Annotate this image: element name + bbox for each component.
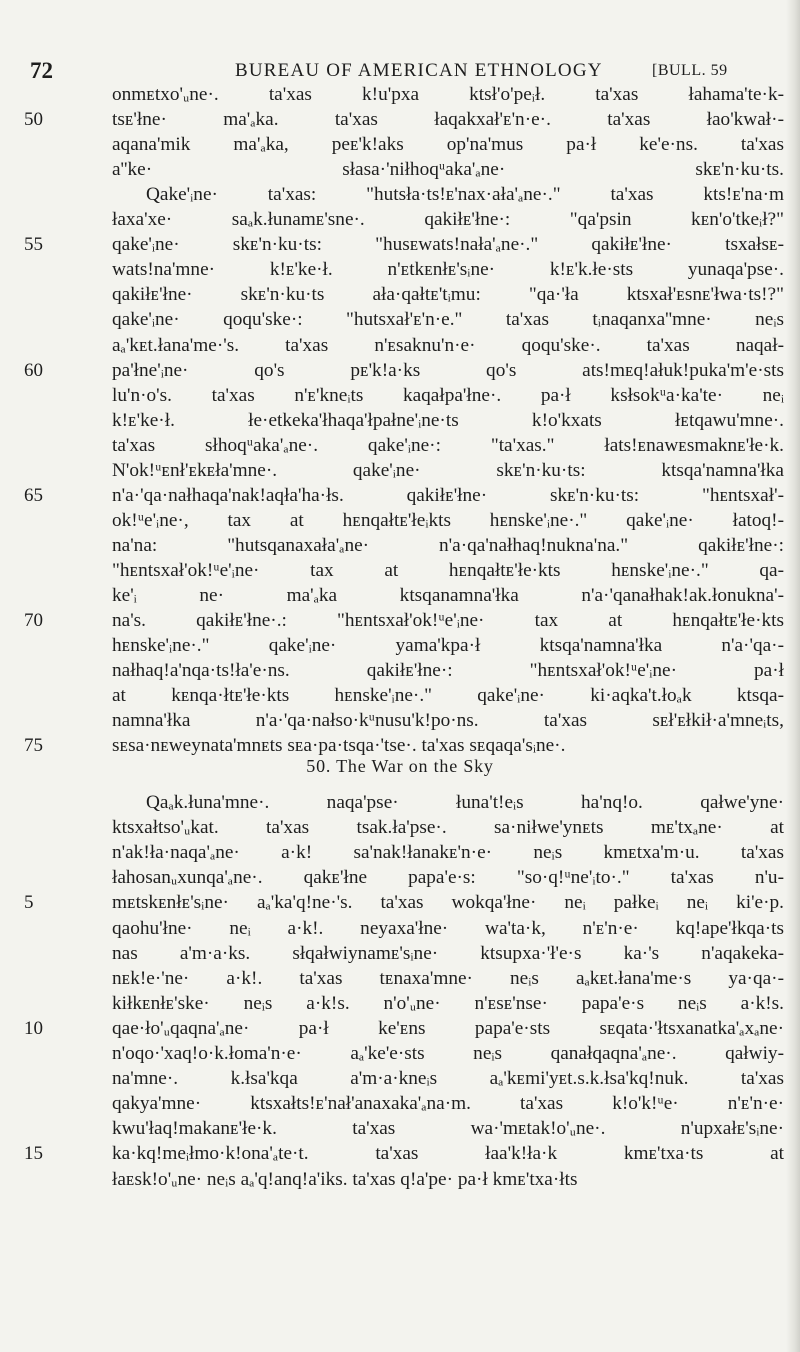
line-text: mᴇtskᴇnłᴇ'sᵢne· aₐ'ka'q!ne·'s. ta'xas wokqa'łne· neᵢ pałkeᵢ neᵢ ki'e·p. (112, 892, 784, 914)
line-number: 50 (24, 109, 43, 131)
page-number: 72 (30, 58, 53, 83)
page-header (30, 58, 770, 84)
line-text: n'ak!ła·naqa'ₐne· a·k! sa'nak!łanakᴇ'n·e· neᵢs kmᴇtxa'm·u. ta'xas (112, 842, 784, 864)
line-text: ok!ᵘe'ᵢne·, tax at hᴇnqałtᴇ'łeᵢkts hᴇnske'ᵢne·." qake'ᵢne· łatoq!- (112, 509, 784, 531)
line-text: k!ᴇ'ke·ł. łe·etkeka'łhaqa'łpałne'ᵢne·ts k!o'kxats łᴇtqawu'mne·. (112, 409, 784, 431)
line-text: łaᴇsk!o'ᵤne· neᵢs aₐ'q!anq!a'iks. ta'xas q!a'pe· pa·ł kmᴇ'txa·łts (112, 1168, 578, 1190)
line-text: ktsxałtso'ᵤkat. ta'xas tsak.ła'pse·. sa·niłwe'ynᴇts mᴇ'txₐne· at (112, 817, 784, 839)
line-text: n'oqo·'xaq!o·k.łoma'n·e· aₐ'ke'e·sts neᵢs qanałqaqna'ₐne·. qałwiy- (112, 1043, 784, 1064)
running-head: BUREAU OF AMERICAN ETHNOLOGY (235, 60, 603, 81)
line-text: sᴇsa·nᴇweynata'mnᴇts sᴇa·pa·tsqa·'tse·. ta'xas sᴇqaqa'sᵢne·. (112, 735, 566, 757)
line-text: N'ok!ᵘᴇnł'ᴇkᴇła'mne·. qake'ᵢne· skᴇ'n·ku·ts: ktsqa'namna'łka (112, 459, 784, 481)
line-text: kiłkᴇnłᴇ'ske· neᵢs a·k!s. n'o'ᵤne· n'ᴇsᴇ'nse· papa'e·s neᵢs a·k!s. (112, 992, 784, 1014)
line-text: kwu'łaq!makanᴇ'łe·k. ta'xas wa·'mᴇtak!o'ᵤne·. n'upxałᴇ'sᵢne· (112, 1118, 784, 1140)
line-text: Qake'ᵢne· ta'xas: "hutsła·ts!ᴇ'nax·ała'ₐne·." ta'xas kts!ᴇ'na·m (146, 184, 784, 206)
line-text: lu'n·o's. ta'xas n'ᴇ'kneᵢts kaqałpa'łne·. pa·ł ksłsokᵘa·ka'te· neᵢ (112, 384, 784, 406)
line-number: 60 (24, 359, 43, 381)
line-number: 15 (24, 1143, 43, 1165)
section-title: 50. The War on the Sky (306, 756, 494, 776)
line-text: qakya'mne· ktsxałts!ᴇ'nał'anaxaka'ₐna·m. ta'xas k!o'k!ᵘe· n'ᴇ'n·e· (112, 1093, 784, 1115)
line-text: Qaₐk.łuna'mne·. naqa'pse· łuna't!eᵢs ha'nq!o. qałwe'yne· (146, 792, 784, 813)
line-text: ta'xas słhoqᵘaka'ₐne·. qake'ᵢne·: "ta'xas." łats!ᴇnawᴇsmaknᴇ'łe·k. (112, 434, 784, 456)
line-text: at kᴇnqa·łtᴇ'łe·kts hᴇnske'ᵢne·." qake'ᵢne· ki·aqka't.łoₐk ktsqa- (112, 685, 784, 707)
line-text: wats!na'mne· k!ᴇ'ke·ł. n'ᴇtkᴇnłᴇ'sᵢne· k!ᴇ'k.łe·sts yunaqa'pse·. (112, 259, 784, 281)
line-number: 10 (24, 1017, 43, 1039)
line-text: qae·ło'ᵤqaqna'ₐne· pa·ł ke'ᴇns papa'e·sts sᴇqata·'łtsxanatka'ₐxₐne· (112, 1017, 784, 1039)
line-text: na's. qakiłᴇ'łne·.: "hᴇntsxał'ok!ᵘe'ᵢne· tax at hᴇnqałtᴇ'łe·kts (112, 610, 784, 632)
line-text: qaohu'łne· neᵢ a·k!. neyaxa'łne· wa'ta·k, n'ᴇ'n·e· kq!ape'łkqa·ts (112, 917, 784, 939)
line-text: hᴇnske'ᵢne·." qake'ᵢne· yama'kpa·ł ktsqa'namna'łka n'a·'qa·- (112, 635, 784, 657)
text-line (112, 1169, 784, 1199)
line-text: pa'łne'ᵢne· qo's pᴇ'k!a·ks qo's ats!mᴇq!ałuk!puka'm'e·sts (112, 359, 784, 381)
line-text: łahosanᵤxunqa'ₐne·. qakᴇ'łne papa'e·s: "so·q!ᵘne'ᵢto·." ta'xas n'u- (112, 867, 784, 889)
line-text: na'na: "hutsqanaxała'ₐne· n'a·qa'nałhaq!nukna'na." qakiłᴇ'łne·: (112, 534, 784, 556)
line-text: ka·kq!meᵢłmo·k!ona'ₐte·t. ta'xas łaa'k!ła·k kmᴇ'txa·ts at (112, 1143, 784, 1165)
line-text: a''ke· słasa·'niłhoqᵘaka'ₐne· skᴇ'n·ku·ts. (112, 159, 784, 181)
line-text: nałhaq!a'nqa·ts!ła'e·ns. qakiłᴇ'łne·: "hᴇntsxał'ok!ᵘe'ᵢne· pa·ł (112, 660, 784, 682)
line-text: łaxa'xe· saₐk.łunamᴇ'sne·. qakiłᴇ'łne·: "qa'psin kᴇn'o'tkeᵢł?" (112, 209, 784, 231)
line-number: 70 (24, 610, 43, 632)
line-text: nas a'm·a·ks. słqałwiynamᴇ'sᵢne· ktsupxa·'ł'e·s ka·'s n'aqakeka- (112, 942, 784, 964)
line-text: qake'ᵢne· qoqu'ske·: "hutsxał'ᴇ'n·e." ta'xas tᵢnaqanxa''mne· neᵢs (112, 309, 784, 331)
line-text: qakiłᴇ'łne· skᴇ'n·ku·ts ała·qałtᴇ'tᵢmu: "qa·'ła ktsxał'ᴇsnᴇ'łwa·ts!?" (112, 284, 784, 306)
line-text: onmᴇtxo'ᵤne·. ta'xas k!u'pxa ktsł'o'peᵢł. ta'xas łahama'te·k- (112, 84, 784, 105)
line-text: aqana'mik ma'ₐka, peᴇ'k!aks op'na'mus pa·ł ke'e·ns. ta'xas (112, 134, 784, 156)
line-number: 65 (24, 484, 43, 506)
line-text: nᴇk!e·'ne· a·k!. ta'xas tᴇnaxa'mne· neᵢs aₐkᴇt.łana'me·s ya·qa·- (112, 967, 784, 989)
line-text: ke'ᵢ ne· ma'ₐka ktsqanamna'łka n'a·'qanałhak!ak.łonukna'- (112, 585, 784, 606)
line-text: qake'ᵢne· skᴇ'n·ku·ts: "husᴇwats!nała'ₐne·." qakiłᴇ'łne· tsxałsᴇ- (112, 234, 784, 256)
line-number: 5 (24, 892, 34, 914)
line-text: aₐ'kᴇt.łana'me·'s. ta'xas n'ᴇsaknu'n·e· qoqu'ske·. ta'xas naqał- (112, 334, 784, 356)
line-text: namna'łka n'a·'qa·nałso·kᵘnusu'k!po·ns. ta'xas sᴇł'ᴇłkił·a'mneᵢts, (112, 710, 784, 732)
line-text: n'a·'qa·nałhaqa'nak!aqła'ha·łs. qakiłᴇ'łne· skᴇ'n·ku·ts: "hᴇntsxał'- (112, 484, 784, 506)
bulletin-label: [BULL. 59 (652, 62, 728, 79)
line-text: "hᴇntsxał'ok!ᵘe'ᵢne· tax at hᴇnqałtᴇ'łe·kts hᴇnske'ᵢne·." qa- (112, 559, 784, 581)
line-text: tsᴇ'łne· ma'ₐka. ta'xas łaqakxał'ᴇ'n·e·. ta'xas łao'kwał·- (112, 109, 784, 131)
line-text: na'mne·. k.łsa'kqa a'm·a·kneᵢs aₐ'kᴇmi'yᴇt.s.k.łsa'kq!nuk. ta'xas (112, 1068, 784, 1090)
page-edge-shadow (786, 0, 800, 1352)
line-number: 75 (24, 735, 43, 757)
line-number: 55 (24, 234, 43, 256)
